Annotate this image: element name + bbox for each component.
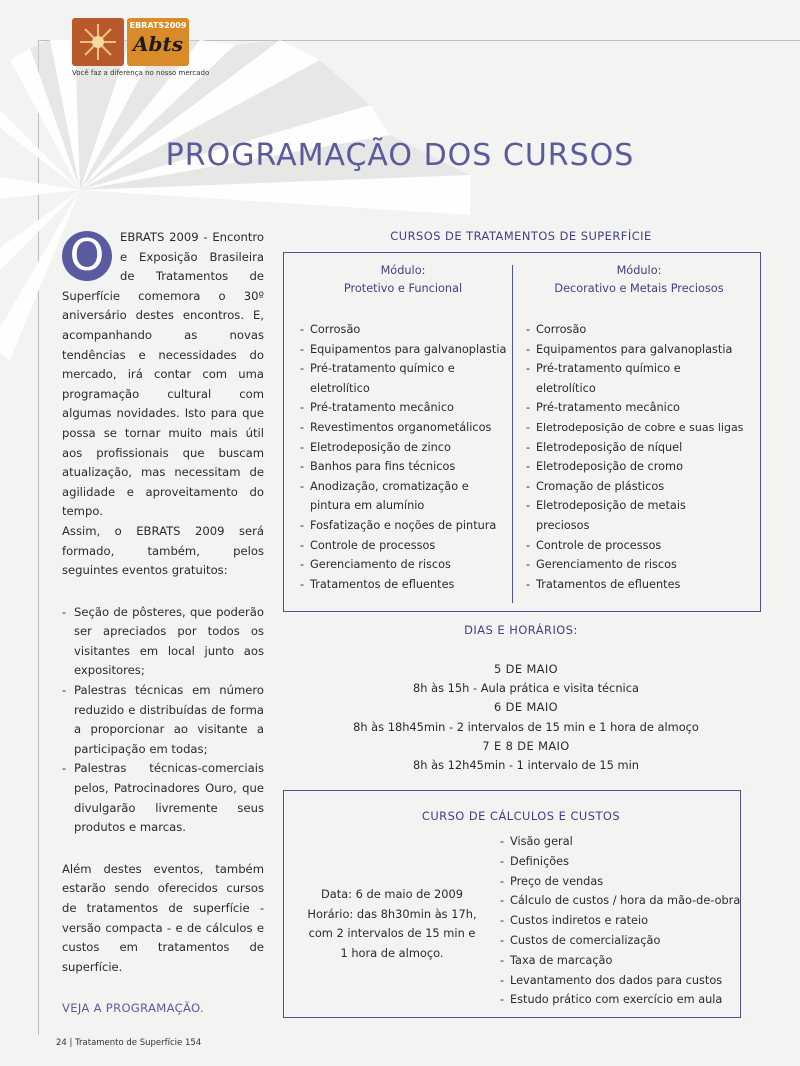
column-divider <box>512 265 513 603</box>
list-item: - Pré-tratamento mecânico <box>526 398 752 418</box>
list-item: - Pré-tratamento mecânico <box>300 398 506 418</box>
list-item: - Custos de comercialização <box>500 931 740 951</box>
calc-info-line: com 2 intervalos de 15 min e <box>308 926 476 941</box>
calc-info-line: Horário: das 8h30min às 17h, <box>307 906 477 921</box>
list-item: - Anodização, cromatização e pintura em alumínio <box>300 477 480 516</box>
list-item: - Pré-tratamento químico e eletrolítico <box>526 359 706 398</box>
list-item: - Controle de processos <box>526 536 752 556</box>
page-title: PROGRAMAÇÃO DOS CURSOS <box>165 138 635 173</box>
calc-info-line: 1 hora de almoço. <box>340 945 444 960</box>
list-item: - Palestras técnicas-comerciais pelos, Patrocinadores Ouro, que divulgarão livremente seus produtos e marcas. <box>62 759 264 837</box>
schedule-date: 6 DE MAIO <box>493 700 558 715</box>
module-label: Módulo: <box>380 264 426 277</box>
intro-column <box>62 228 264 1019</box>
module-name: Protetivo e Funcional <box>343 282 463 295</box>
schedule-date: 7 E 8 DE MAIO <box>482 738 570 753</box>
calc-course-topics <box>500 832 740 1010</box>
dropcap: O <box>62 231 112 281</box>
page-footer: 24 | Tratamento de Superfície 154 <box>56 1038 202 1048</box>
list-item: - Controle de processos <box>300 536 506 556</box>
intro-paragraph-3: Além destes eventos, também estarão sendo oferecidos cursos de tratamentos de superfície - versão compacta - e de cálculos e custos em tratamentos de superfície. <box>62 861 264 974</box>
events-list <box>62 603 264 838</box>
logo-top-text: EBRATS2009 <box>129 21 187 30</box>
list-item: - Equipamentos para galvanoplastia <box>526 340 752 360</box>
list-item: - Eletrodeposição de cromo <box>526 457 752 477</box>
list-item: - Definições <box>500 852 740 872</box>
tagline: Você faz a diferença no nosso mercado <box>72 69 210 77</box>
module-protective <box>300 262 506 594</box>
list-item: - Preço de vendas <box>500 872 740 892</box>
list-item: - Cromação de plásticos <box>526 477 752 497</box>
module-name: Decorativo e Metais Preciosos <box>554 282 724 295</box>
list-item: - Visão geral <box>500 832 740 852</box>
list-item: - Gerenciamento de riscos <box>526 555 752 575</box>
sun-logo-icon <box>72 18 124 66</box>
list-item: - Eletrodeposição de cobre e suas ligas <box>526 418 752 438</box>
module-decorative <box>526 262 752 594</box>
schedule-date: 5 DE MAIO <box>493 662 558 676</box>
calc-course-info <box>304 885 480 963</box>
list-item: - Corrosão <box>300 320 506 340</box>
list-item: - Banhos para fins técnicos <box>300 457 506 477</box>
list-item: - Pré-tratamento químico e eletrolítico <box>300 359 506 398</box>
schedule-detail: 8h às 18h45min - 2 intervalos de 15 min e 1 hora de almoço <box>353 719 699 734</box>
intro-paragraph-1: EBRATS 2009 - Encontro e Exposição Brasileira de Tratamentos de Superfície comemora o 30º aniversário destes encontros. E, acompanhando as novas tendências e necessidades do mercado, irá contar com uma programação cultural com algumas novidades. Isto para que possa se tornar muito mais útil aos profissionais que buscam atualização, mas necessitam de agilidade e aproveitamento do tempo. <box>62 230 264 519</box>
list-item: - Estudo prático com exercício em aula <box>500 990 740 1010</box>
list-item: - Taxa de marcação <box>500 951 740 971</box>
module-topics <box>526 320 752 594</box>
list-item: - Custos indiretos e rateio <box>500 911 740 931</box>
calc-course-heading: CURSO DE CÁLCULOS E CUSTOS <box>421 809 621 823</box>
list-item: - Eletrodeposição de metais preciosos <box>526 496 706 535</box>
schedule-detail: 8h às 12h45min - 1 intervalo de 15 min <box>413 758 639 773</box>
list-item: - Fosfatização e noções de pintura <box>300 516 506 536</box>
list-item: - Gerenciamento de riscos <box>300 555 506 575</box>
logo-mark-text: Abts <box>133 32 183 56</box>
schedule-heading: DIAS E HORÁRIOS: <box>464 623 578 637</box>
list-item: - Eletrodeposição de níquel <box>526 438 752 458</box>
list-item: - Tratamentos de efluentes <box>300 575 506 595</box>
list-item: - Eletrodeposição de zinco <box>300 438 506 458</box>
list-item: - Seção de pôsteres, que poderão ser apreciados por todos os visitantes em local junto aos expositores; <box>62 603 264 681</box>
intro-paragraph-2: Assim, o EBRATS 2009 será formado, também, pelos seguintes eventos gratuitos: <box>62 523 264 578</box>
list-item: - Palestras técnicas em número reduzido e distribuídas de forma a proporcionar ao visitante a participação em todas; <box>62 681 264 759</box>
list-item: - Levantamento dos dados para custos <box>500 971 740 991</box>
schedule <box>290 660 762 775</box>
list-item: - Corrosão <box>526 320 752 340</box>
schedule-detail: 8h às 15h - Aula prática e visita técnica <box>413 681 639 696</box>
list-item: - Revestimentos organometálicos <box>300 418 506 438</box>
calc-info-line: Data: 6 de maio de 2009 <box>320 887 464 901</box>
list-item: - Cálculo de custos / hora da mão-de-obra <box>500 891 740 911</box>
list-item: - Tratamentos de efluentes <box>526 575 752 595</box>
surface-courses-heading: CURSOS DE TRATAMENTOS DE SUPERFÍCIE <box>390 229 652 243</box>
see-program-link: VEJA A PROGRAMAÇÃO. <box>62 1001 204 1016</box>
abts-logo <box>127 18 189 66</box>
list-item: - Equipamentos para galvanoplastia <box>300 340 506 360</box>
module-topics <box>300 320 506 594</box>
module-label: Módulo: <box>616 264 662 277</box>
